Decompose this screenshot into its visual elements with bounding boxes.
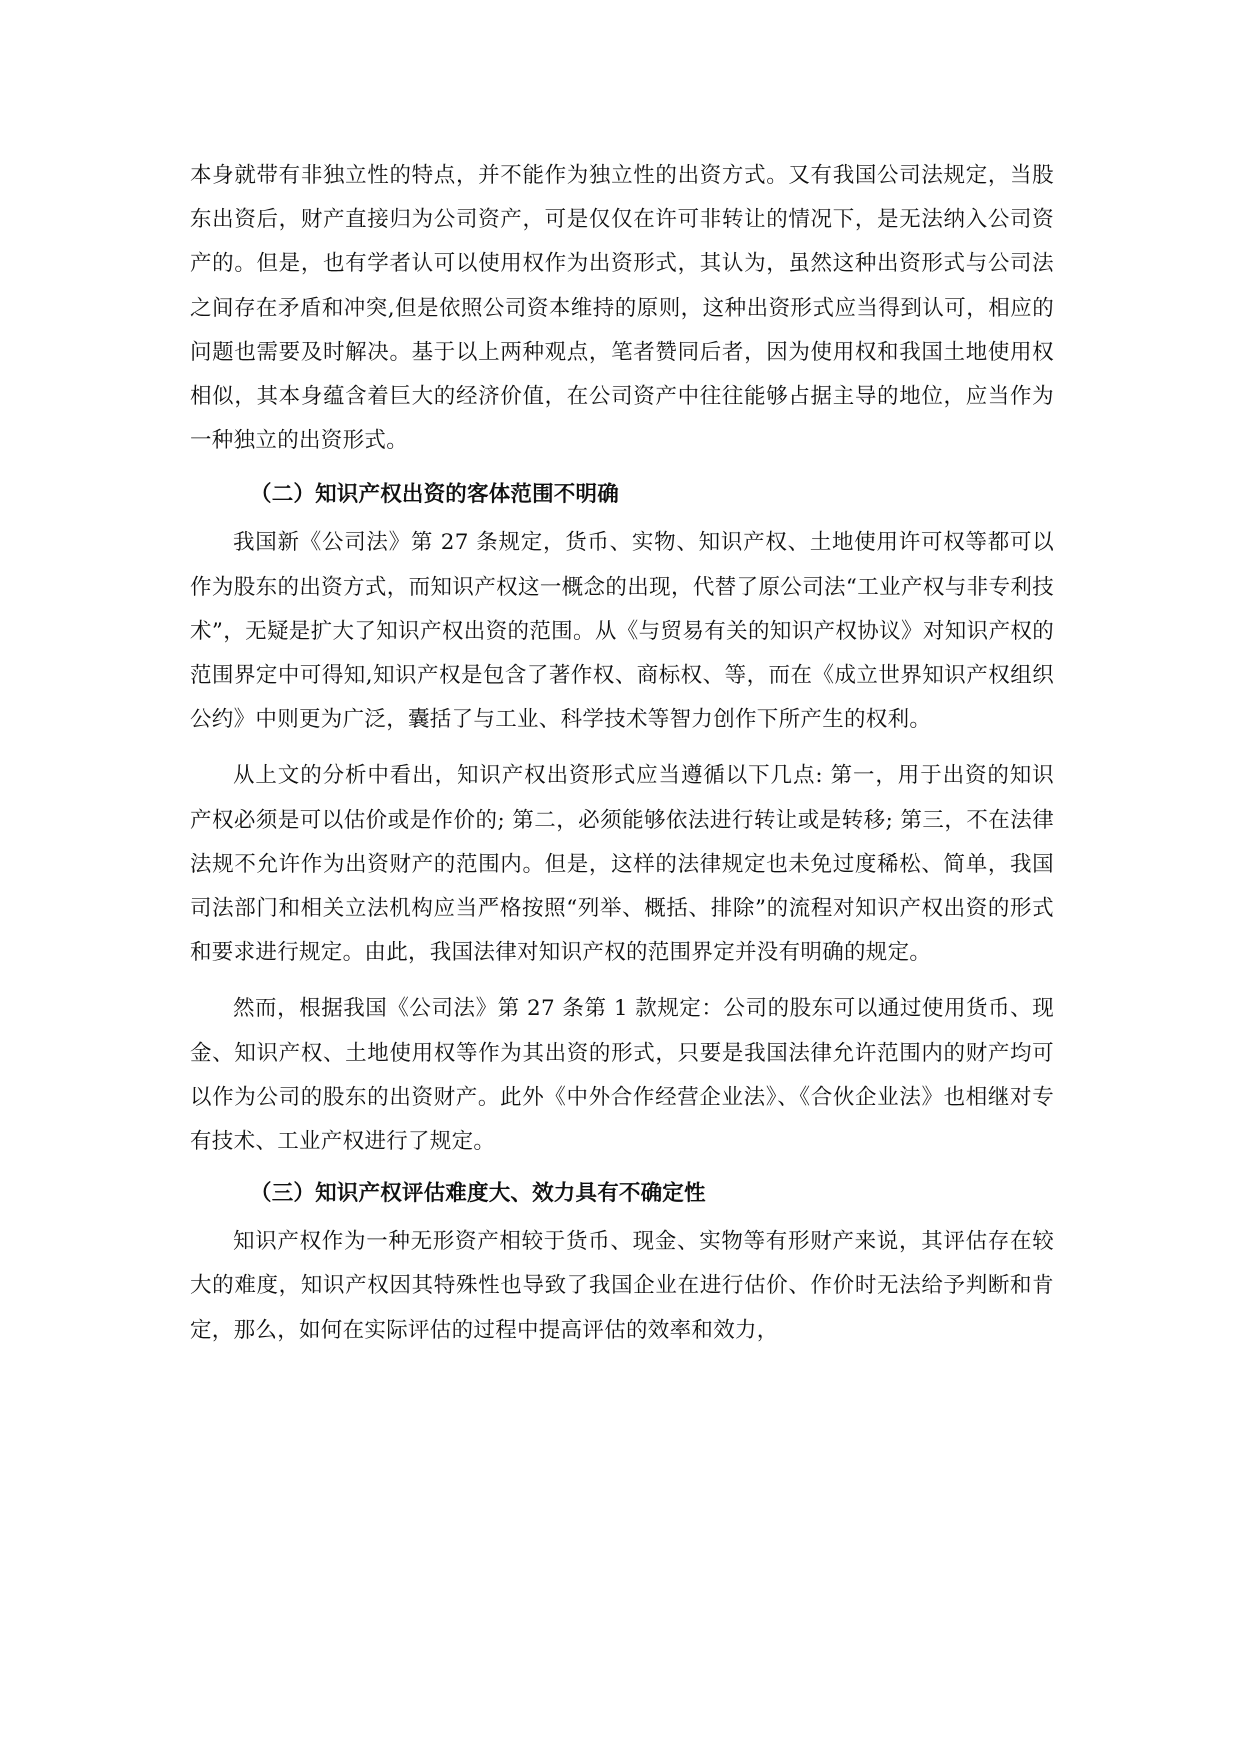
paragraph-company-law-27: 我国新《公司法》第 27 条规定，货币、实物、知识产权、土地使用许可权等都可以作为股东的出资方式，而知识产权这一概念的出现，代替了原公司法“工业产权与非专利技术”，无疑是扩大了知识产权出资的范围。从《与贸易有关的知识产权协议》对知识产权的范围界定中可得知,知识产权是包含了著作权、商标权、等，而在《成立世界知识产权组织公约》中则更为广泛，囊括了与工业、科学技术等智力创作下所产生的权利。 (190, 530, 1054, 733)
paragraph-usage-right: 本身就带有非独立性的特点，并不能作为独立性的出资方式。又有我国公司法规定，当股东出资后，财产直接归为公司资产，可是仅仅在许可非转让的情况下，是无法纳入公司资产的。但是，也有学者认可以使用权作为出资形式，其认为，虽然这种出资形式与公司法之间存在矛盾和冲突,但是依照公司资本维持的原则，这种出资形式应当得到认可，相应的问题也需要及时解决。基于以上两种观点，笔者赞同后者，因为使用权和我国土地使用权相似，其本身蕴含着巨大的经济价值，在公司资产中往往能够占据主导的地位，应当作为一种独立的出资形式。 (190, 163, 1054, 454)
paragraph-however: 然而，根据我国《公司法》第 27 条第 1 款规定：公司的股东可以通过使用货币、现金、知识产权、土地使用权等作为其出资的形式，只要是我国法律允许范围内的财产均可以作为公司的股东的出资财产。此外《中外合作经营企业法》、《合伙企业法》也相继对专有技术、工业产权进行了规定。 (190, 996, 1054, 1155)
section-heading-3: （三）知识产权评估难度大、效力具有不确定性 (250, 1181, 706, 1207)
section-heading-2: （二）知识产权出资的客体范围不明确 (250, 482, 619, 508)
paragraph-analysis: 从上文的分析中看出，知识产权出资形式应当遵循以下几点: 第一，用于出资的知识产权必须是可以估价或是作价的; 第二，必须能够依法进行转让或是转移; 第三，不在法律法规不允许作为出资财产的范围内。但是，这样的法律规定也未免过度稀松、简单，我国司法部门和相关立法机构应当严格按照“列举、概括、排除”的流程对知识产权出资的形式和要求进行规定。由此，我国法律对知识产权的范围界定并没有明确的规定。 (190, 763, 1054, 966)
document-page (190, 154, 1054, 1353)
paragraph-valuation: 知识产权作为一种无形资产相较于货币、现金、实物等有形财产来说，其评估存在较大的难度，知识产权因其特殊性也导致了我国企业在进行估价、作价时无法给予判断和肯定，那么，如何在实际评估的过程中提高评估的效率和效力， (190, 1229, 1054, 1343)
